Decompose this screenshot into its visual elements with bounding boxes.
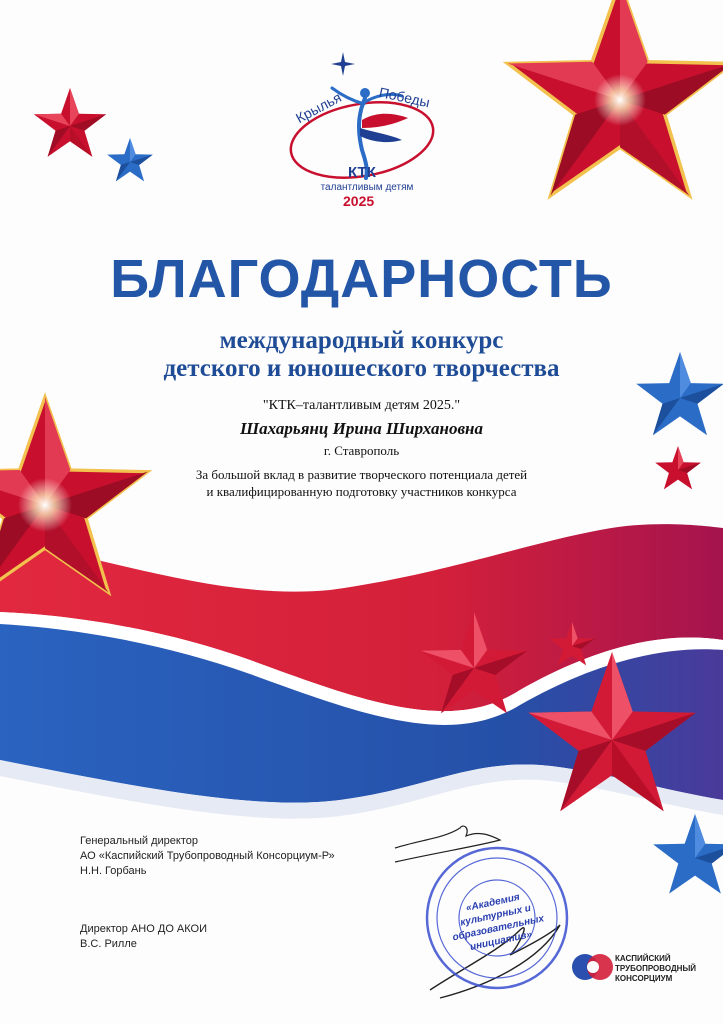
blue-star-icon [653,814,723,894]
signatory-2-position: Директор АНО ДО АКОИ [80,923,208,935]
award-reason [0,466,723,500]
red-star-icon [508,0,723,195]
subtitle-line-2: детского и юношеского творчества [163,355,560,382]
signatory-1-position: Генеральный директор [80,835,198,847]
signatory-2-name: В.С. Рилле [80,938,137,950]
signatory-1-name: Н.Н. Горбань [80,865,147,877]
corporate-logo-text [615,954,696,984]
red-star-icon [34,88,106,157]
reason-line-1: За большой вклад в развитие творческого потенциала детей [195,467,528,482]
certificate-title: БЛАГОДАРНОСТЬ [110,249,613,309]
subtitle-line-1: международный конкурс [219,327,504,354]
logo-text-victory: Победы [377,84,432,111]
logo-tagline: талантливым детям [320,182,414,193]
reason-line-2: и квалифицированную подготовку участников конкурса [206,484,517,499]
logo-text-wings: Крылья [293,88,344,127]
ktk-logo-icon [572,954,613,980]
logo-year: 2025 [343,193,375,209]
corp-line-2: ТРУБОПРОВОДНЫЙ [615,964,697,973]
corp-line-1: КАСПИЙСКИЙ [615,954,671,963]
recipient-city: г. Ставрополь [323,443,400,458]
contest-name: "КТК–талантливым детям 2025." [262,398,461,413]
signatory-1-organization: АО «Каспийский Трубопроводный Консорциум-Р» [80,850,335,862]
stamp-text: «Академия культурных и образовательных инициатив» [451,891,546,954]
logo-abbr: КТК [348,164,376,181]
signature-1 [395,826,500,862]
blue-star-icon [107,138,153,181]
recipient-name: Шахарьянц Ирина Ширхановна [240,419,483,438]
corp-line-3: КОНСОРЦИУМ [615,974,673,983]
signatory-1 [80,834,335,879]
signatory-2 [80,922,207,952]
